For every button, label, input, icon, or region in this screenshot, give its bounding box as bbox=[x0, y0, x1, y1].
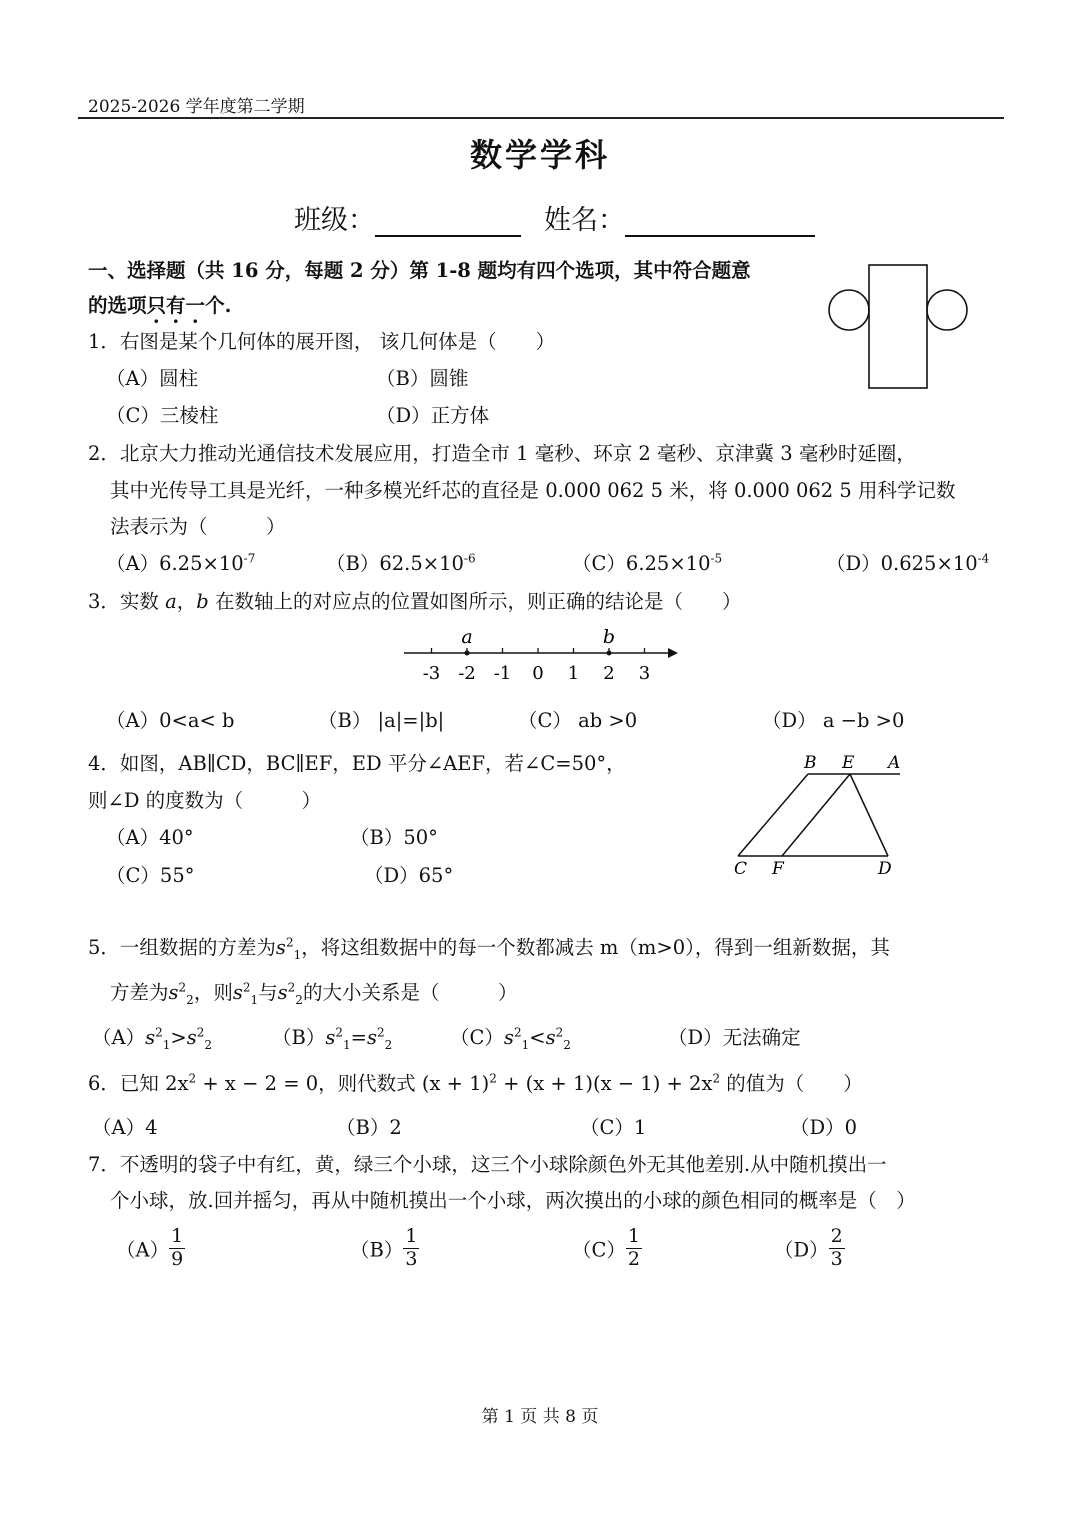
label-e: E bbox=[842, 753, 855, 773]
var-s: s bbox=[503, 1026, 514, 1049]
point-a-marker bbox=[465, 651, 470, 656]
option-text: （B）62.5×10 bbox=[326, 552, 464, 575]
option-text: （D）0.625×10 bbox=[826, 552, 978, 575]
q6-option-d[interactable]: （D）0 bbox=[790, 1116, 858, 1139]
stem-text: ，则 bbox=[193, 981, 233, 1004]
var-s: s bbox=[325, 1026, 336, 1049]
subscript: 2 bbox=[295, 992, 303, 1007]
stem-text: 方差为 bbox=[110, 981, 169, 1004]
q6-option-a[interactable]: （A）4 bbox=[92, 1116, 158, 1139]
numerator: 1 bbox=[405, 1225, 418, 1247]
q3-option-d[interactable]: （D） a −b >0 bbox=[762, 709, 905, 732]
segment-bc bbox=[738, 774, 808, 856]
var-s: s bbox=[232, 981, 243, 1004]
emphasis-char: 只 bbox=[146, 294, 167, 317]
denominator: 3 bbox=[405, 1247, 418, 1270]
option-text: （C）6.25×10 bbox=[572, 552, 711, 575]
var-b: b bbox=[196, 590, 209, 613]
relation: > bbox=[170, 1026, 187, 1049]
option-label: （C） bbox=[450, 1026, 504, 1049]
exponent: 2 bbox=[287, 980, 296, 995]
option-label: （A） bbox=[92, 1026, 146, 1049]
tick-label: 1 bbox=[567, 663, 580, 684]
q7-option-b[interactable] bbox=[350, 1226, 419, 1271]
class-blank[interactable] bbox=[375, 207, 521, 237]
q5-option-a[interactable] bbox=[92, 1022, 212, 1052]
subscript: 2 bbox=[563, 1037, 571, 1052]
q4-option-c[interactable]: （C）55° bbox=[106, 864, 195, 887]
segment-ed bbox=[850, 774, 888, 856]
relation: < bbox=[529, 1026, 546, 1049]
subscript: 2 bbox=[204, 1037, 213, 1052]
var-s: s bbox=[275, 936, 286, 959]
q1-option-a[interactable]: （A）圆柱 bbox=[106, 367, 199, 390]
name-blank[interactable] bbox=[625, 207, 815, 237]
q2-line2: 其中光传导工具是光纤，一种多模光纤芯的直径是 0.000 062 5 米，将 0.000 062 5 用科学记数 bbox=[110, 479, 956, 502]
net-rectangle bbox=[869, 265, 927, 388]
fraction bbox=[169, 1226, 185, 1271]
label-c: C bbox=[734, 859, 748, 879]
stem-text: 的大小关系是（ ） bbox=[302, 981, 518, 1004]
var-s: s bbox=[366, 1026, 377, 1049]
fraction bbox=[403, 1226, 419, 1271]
fraction bbox=[829, 1226, 845, 1271]
exponent: 2 bbox=[178, 980, 187, 995]
q7-line1: 7．不透明的袋子中有红，黄，绿三个小球，这三个小球除颜色外无其他差别.从中随机摸出一 bbox=[88, 1153, 887, 1176]
q7-option-c[interactable] bbox=[572, 1226, 642, 1271]
q4-option-b[interactable]: （B）50° bbox=[350, 826, 438, 849]
section-text: 的选项 bbox=[88, 294, 147, 317]
exponent: 2 bbox=[285, 935, 294, 950]
option-label: （A） bbox=[116, 1238, 170, 1262]
subscript: 1 bbox=[343, 1037, 351, 1052]
option-label: （D） bbox=[774, 1238, 829, 1262]
exponent: 2 bbox=[155, 1025, 163, 1040]
label-f: F bbox=[772, 859, 784, 879]
exponent: -4 bbox=[977, 551, 990, 566]
q3-option-c[interactable]: （C） ab >0 bbox=[518, 709, 638, 732]
q4-option-a[interactable]: （A）40° bbox=[106, 826, 194, 849]
exponent: 2 bbox=[188, 1071, 197, 1086]
stem-text: ，将这组数据中的每一个数都减去 m（m>0），得到一组新数据，其 bbox=[301, 936, 890, 959]
segment-ef bbox=[782, 774, 850, 856]
net-circle-left bbox=[829, 290, 869, 330]
point-a-label: a bbox=[461, 626, 473, 648]
exponent: 2 bbox=[377, 1025, 385, 1040]
subscript: 1 bbox=[250, 992, 259, 1007]
page-title: 数学学科 bbox=[469, 136, 610, 174]
emphasis-char: 有 bbox=[166, 294, 186, 317]
q2-option-c[interactable] bbox=[572, 548, 722, 576]
var-s: s bbox=[277, 981, 288, 1004]
option-label: （B） bbox=[350, 1238, 404, 1262]
exponent: 2 bbox=[555, 1025, 564, 1040]
stem-text: ， bbox=[176, 590, 197, 613]
option-label: （C） bbox=[572, 1238, 626, 1262]
stem-text: 的值为（ ） bbox=[720, 1072, 863, 1095]
q7-option-d[interactable] bbox=[774, 1226, 845, 1271]
stem-text: + x − 2 = 0，则代数式 (x + 1) bbox=[196, 1072, 490, 1095]
denominator: 9 bbox=[171, 1247, 184, 1270]
header-rule bbox=[78, 117, 1004, 119]
name-label: 姓名： bbox=[544, 205, 625, 236]
tick-label: 0 bbox=[532, 663, 544, 684]
label-b: B bbox=[804, 753, 817, 773]
q3-option-b[interactable]: （B） |a|=|b| bbox=[318, 709, 445, 732]
numerator: 1 bbox=[171, 1225, 184, 1247]
q6-stem bbox=[88, 1068, 863, 1096]
axis-arrow-icon bbox=[668, 648, 678, 658]
q5-option-d[interactable]: （D）无法确定 bbox=[668, 1026, 801, 1049]
class-label: 班级： bbox=[294, 205, 375, 236]
label-a: A bbox=[888, 753, 901, 773]
exponent: 2 bbox=[712, 1071, 721, 1086]
q3-stem bbox=[88, 586, 741, 614]
exponent: -7 bbox=[243, 551, 256, 566]
subscript: 1 bbox=[162, 1037, 171, 1052]
point-b-label: b bbox=[602, 626, 616, 648]
tick-label: 2 bbox=[603, 663, 615, 684]
q2-line1: 2．北京大力推动光通信技术发展应用，打造全市 1 毫秒、环京 2 毫秒、京津冀 3 毫秒时延圈， bbox=[88, 442, 916, 465]
stem-text: 3．实数 bbox=[88, 590, 166, 613]
var-s: s bbox=[186, 1026, 197, 1049]
tick-label: -2 bbox=[458, 663, 476, 684]
q4-line1: 4．如图，AB∥CD，BC∥EF，ED 平分∠AEF，若∠C=50°， bbox=[88, 752, 626, 775]
point-b-marker bbox=[607, 651, 612, 656]
q2-line3: 法表示为（ ） bbox=[110, 515, 286, 538]
denominator: 3 bbox=[830, 1247, 843, 1270]
subscript: 1 bbox=[521, 1037, 530, 1052]
cylinder-net-figure bbox=[826, 262, 972, 392]
term-header: 2025-2026 学年度第二学期 bbox=[88, 97, 305, 117]
numerator: 1 bbox=[627, 1225, 641, 1247]
q6-option-c[interactable]: （C）1 bbox=[580, 1116, 647, 1139]
q6-option-b[interactable]: （B）2 bbox=[336, 1116, 402, 1139]
q5-line1 bbox=[88, 932, 890, 962]
page-footer: 第 1 页 共 8 页 bbox=[481, 1407, 599, 1427]
fraction bbox=[626, 1226, 642, 1271]
emphasis-char: 一 bbox=[185, 294, 206, 317]
name-field bbox=[544, 198, 815, 237]
var-s: s bbox=[168, 981, 179, 1004]
q7-option-a[interactable] bbox=[116, 1226, 185, 1271]
exponent: 2 bbox=[513, 1025, 522, 1040]
numerator: 2 bbox=[830, 1225, 843, 1247]
q1-option-d[interactable]: （D）正方体 bbox=[376, 404, 490, 427]
net-circle-right bbox=[927, 290, 967, 330]
var-s: s bbox=[145, 1026, 156, 1049]
tick-label: 3 bbox=[638, 663, 651, 684]
var-a: a bbox=[165, 590, 177, 613]
subscript: 2 bbox=[384, 1037, 393, 1052]
q5-line2 bbox=[110, 977, 517, 1007]
subscript: 2 bbox=[186, 992, 194, 1007]
denominator: 2 bbox=[627, 1247, 641, 1270]
q3-option-a[interactable]: （A）0<a< b bbox=[106, 709, 235, 732]
exponent: -6 bbox=[463, 551, 476, 566]
q4-line2: 则∠D 的度数为（ ） bbox=[88, 789, 322, 812]
exponent: 2 bbox=[196, 1025, 205, 1040]
class-field bbox=[294, 198, 521, 237]
q7-line2: 个小球，放.回并摇匀，再从中随机摸出一个小球，两次摸出的小球的颜色相同的概率是（ ） bbox=[110, 1189, 916, 1212]
q2-option-d[interactable] bbox=[826, 548, 989, 576]
section-heading-line2 bbox=[88, 290, 231, 318]
stem-text: 与 bbox=[258, 981, 278, 1004]
exponent: 2 bbox=[489, 1071, 497, 1086]
q2-option-b[interactable] bbox=[326, 548, 476, 576]
tick-label: -1 bbox=[493, 663, 512, 684]
option-text: （A）6.25×10 bbox=[106, 552, 244, 575]
label-d: D bbox=[878, 859, 892, 879]
q4-option-d[interactable]: （D）65° bbox=[364, 864, 454, 887]
section-text: 个. bbox=[205, 294, 232, 317]
tick-label: -3 bbox=[422, 663, 441, 684]
q1-option-c[interactable]: （C）三棱柱 bbox=[106, 404, 219, 427]
number-line-figure bbox=[396, 625, 686, 687]
q1-option-b[interactable]: （B）圆锥 bbox=[376, 367, 469, 390]
stem-text: 在数轴上的对应点的位置如图所示，则正确的结论是（ ） bbox=[208, 590, 742, 613]
section-heading-line1: 一、选择题（共 16 分，每题 2 分）第 1-8 题均有四个选项，其中符合题意 bbox=[88, 259, 751, 282]
stem-text: 5．一组数据的方差为 bbox=[88, 936, 276, 959]
relation: = bbox=[350, 1026, 367, 1049]
parallel-lines-figure bbox=[726, 748, 916, 882]
q2-option-a[interactable] bbox=[106, 548, 255, 576]
option-label: （B） bbox=[272, 1026, 326, 1049]
exponent: -5 bbox=[710, 551, 723, 566]
q5-option-b[interactable] bbox=[272, 1022, 392, 1052]
stem-text: + (x + 1)(x − 1) + 2x bbox=[496, 1072, 713, 1095]
q1-stem: 1．右图是某个几何体的展开图， 该几何体是（ ） bbox=[88, 330, 556, 353]
subscript: 1 bbox=[293, 947, 302, 962]
exponent: 2 bbox=[335, 1025, 343, 1040]
q5-option-c[interactable] bbox=[450, 1022, 571, 1052]
var-s: s bbox=[545, 1026, 556, 1049]
exponent: 2 bbox=[242, 980, 251, 995]
stem-text: 6．已知 2x bbox=[88, 1072, 189, 1095]
